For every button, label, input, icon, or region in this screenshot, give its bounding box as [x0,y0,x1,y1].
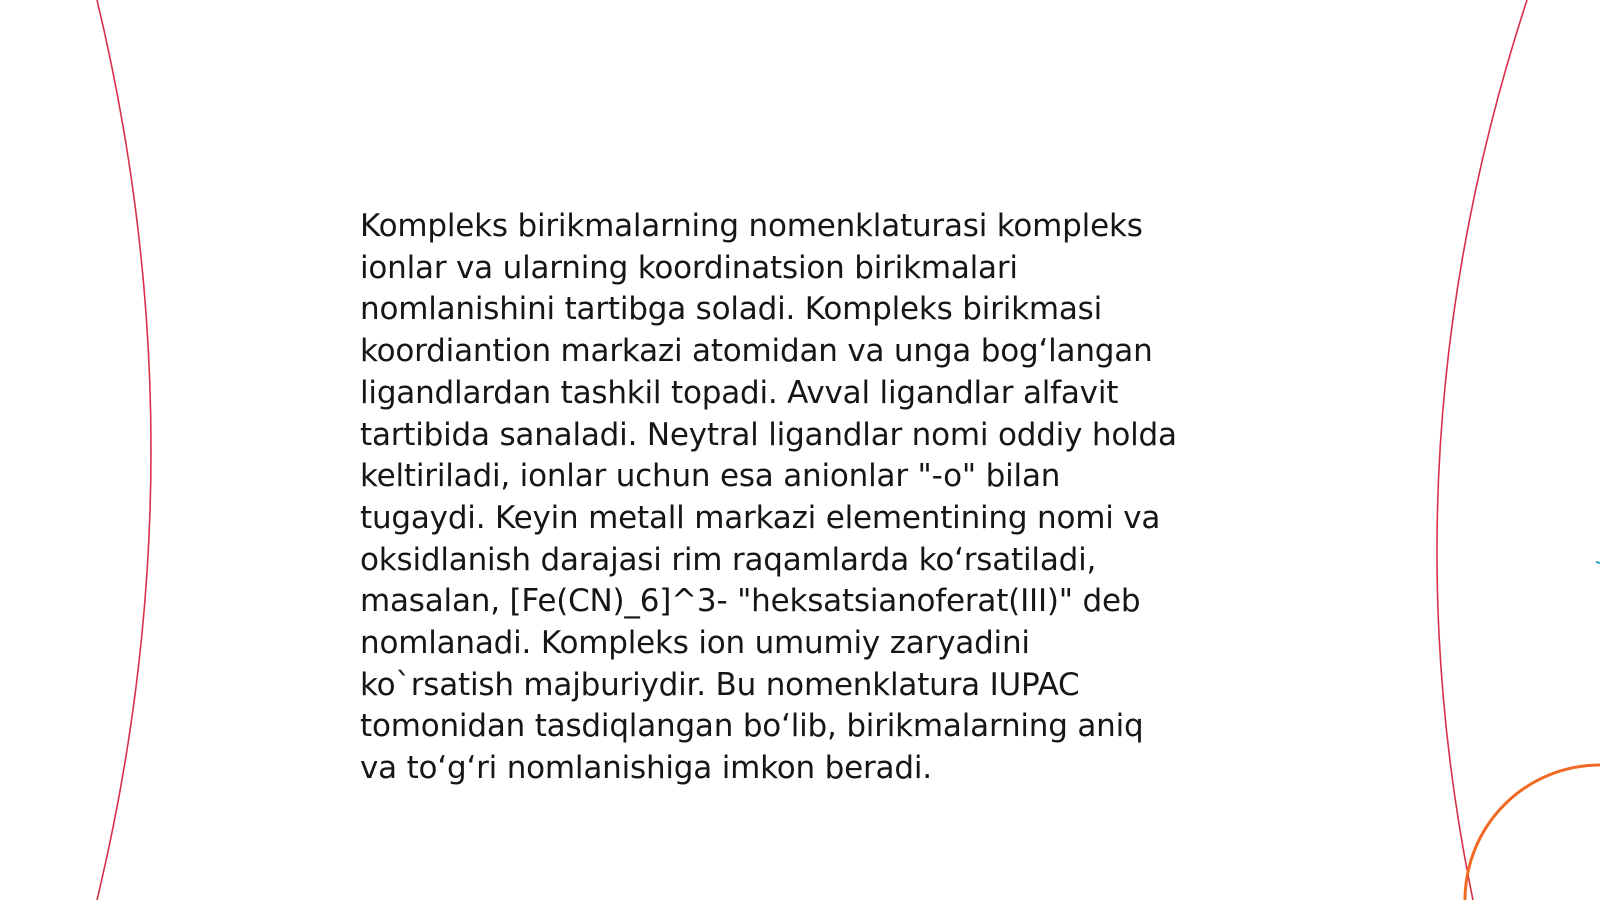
paragraph-line: masalan, [Fe(CN)_6]^3- "heksatsianoferat(III)" deb [360,583,1141,620]
paragraph-line: Kompleks birikmalarning nomenklaturasi kompleks [360,208,1143,244]
paragraph-line: keltiriladi, ionlar uchun esa anionlar "-o" bilan [360,458,1061,495]
teal-mark-decoration [1596,562,1600,563]
paragraph-line: tomonidan tasdiqlangan bo‘lib, birikmalarning aniq [360,708,1144,745]
paragraph-line: oksidlanish darajasi rim raqamlarda ko‘rsatiladi, [360,541,1097,578]
paragraph-line: koordiantion markazi atomidan va unga bog‘langan [360,333,1153,370]
paragraph-line: ko`rsatish majburiydir. Bu nomenklatura IUPAC [360,666,1080,703]
paragraph-line: tartibida sanaladi. Neytral ligandlar nomi oddiy holda [360,416,1177,453]
paragraph-line: ionlar va ularning koordinatsion birikmalari [360,249,1018,286]
paragraph-line: nomlanadi. Kompleks ion umumiy zaryadini [360,625,1030,662]
paragraph-line: nomlanishini tartibga soladi. Kompleks birikmasi [360,291,1103,328]
paragraph-line: va to‘g‘ri nomlanishiga imkon beradi. [360,750,932,787]
body-paragraph [360,206,1240,790]
orange-arc-decoration [1465,765,1600,900]
right-curve-decoration [1437,0,1527,900]
left-curve-decoration [97,0,151,900]
paragraph-line: tugaydi. Keyin metall markazi elementining nomi va [360,499,1161,536]
paragraph-line: ligandlardan tashkil topadi. Avval ligandlar alfavit [360,374,1119,411]
